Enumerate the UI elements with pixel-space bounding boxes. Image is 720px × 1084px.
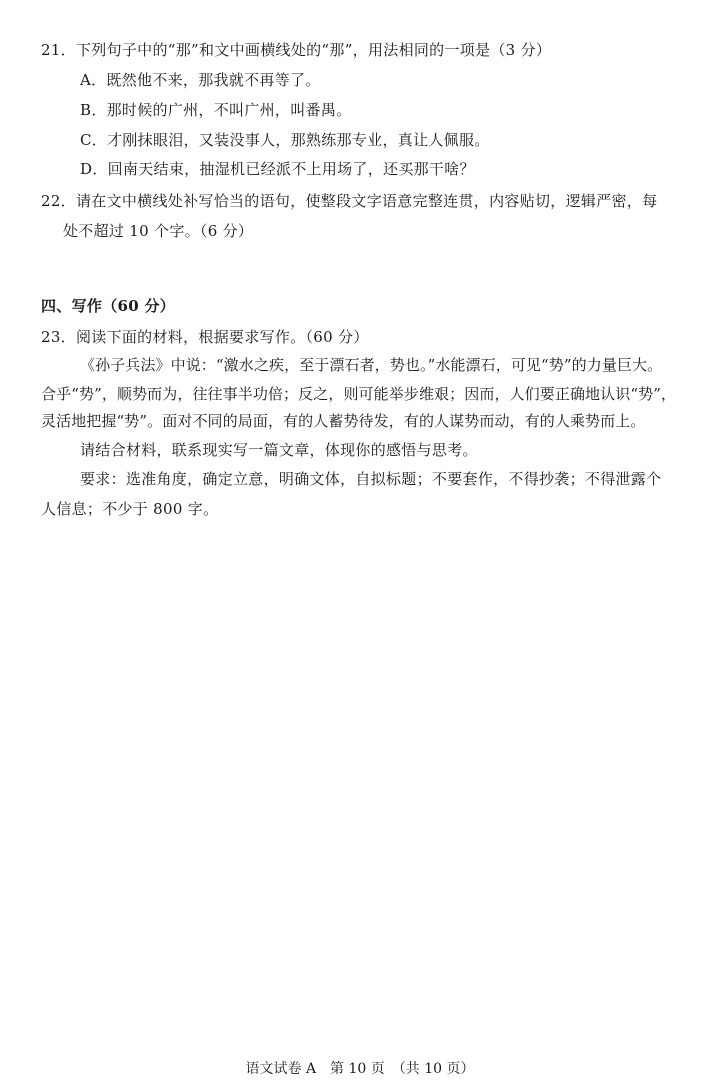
question-21-option-c: C．才刚抹眼泪，又装没事人，那熟练那专业，真让人佩服。 [80,131,490,149]
question-21-option-b: B．那时候的广州，不叫广州，叫番禺。 [80,101,352,119]
question-23-material-line-2: 合乎“势”，顺势而为，往往事半功倍；反之，则可能举步维艰；因而，人们要正确地认识“势”， [41,385,677,403]
question-21-option-a: A．既然他不来，那我就不再等了。 [80,71,321,89]
question-23-requirements-line-1: 要求：选准角度，确定立意，明确文体，自拟标题；不要套作，不得抄袭；不得泄露个 [80,470,662,488]
question-22-line-1: 22．请在文中横线处补写恰当的语句，使整段文字语意完整连贯，内容贴切，逻辑严密，每 [41,192,658,210]
section-writing-heading: 四、写作（60 分） [41,297,176,315]
question-22-line-2: 处不超过 10 个字。（6 分） [63,222,254,240]
question-21-option-d: D．回南天结束，抽湿机已经派不上用场了，还买那干啥？ [80,160,475,178]
question-21-stem: 21．下列句子中的“那”和文中画横线处的“那”，用法相同的一项是（3 分） [41,41,552,59]
question-23-prompt: 请结合材料，联系现实写一篇文章，体现你的感悟与思考。 [80,441,478,459]
question-23-material-line-1: 《孙子兵法》中说：“激水之疾，至于漂石者，势也。”水能漂石，可见“势”的力量巨大。 [80,356,663,374]
question-23-stem: 23．阅读下面的材料，根据要求写作。（60 分） [41,328,369,346]
question-23-material-line-3: 灵活地把握“势”。面对不同的局面，有的人蓄势待发，有的人谋势而动，有的人乘势而上。 [41,412,646,430]
page-footer: 语文试卷 A 第 10 页 （共 10 页） [245,1061,475,1077]
question-23-requirements-line-2: 人信息；不少于 800 字。 [41,500,219,518]
